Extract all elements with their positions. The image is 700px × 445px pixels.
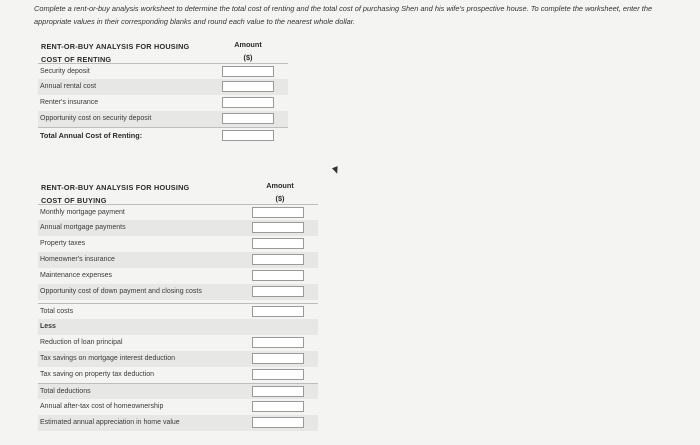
reduction-loan-principal-input[interactable] bbox=[252, 337, 304, 348]
row-homeowners-insurance bbox=[38, 252, 318, 268]
row-security-deposit bbox=[38, 63, 288, 79]
mouse-cursor-icon bbox=[332, 166, 340, 175]
row-label: Total costs bbox=[40, 308, 74, 315]
row-tax-savings-mortgage-interest bbox=[38, 351, 318, 367]
renting-amount-label: Amount bbox=[234, 40, 262, 49]
row-tax-saving-property-tax bbox=[38, 367, 318, 383]
row-label: Reduction of loan principal bbox=[40, 339, 123, 346]
buying-title-line2: COST OF BUYING bbox=[41, 196, 107, 205]
row-label: Tax savings on mortgage interest deduction bbox=[40, 355, 176, 362]
buying-title-line1: RENT-OR-BUY ANALYSIS FOR HOUSING bbox=[41, 183, 190, 192]
row-label: Security deposit bbox=[40, 68, 90, 75]
row-label: Maintenance expenses bbox=[40, 272, 112, 279]
row-label: Estimated annual appreciation in home value bbox=[40, 419, 180, 426]
row-less bbox=[38, 319, 318, 335]
security-deposit-input[interactable] bbox=[222, 66, 274, 77]
row-total-cost-renting bbox=[38, 127, 288, 143]
opportunity-cost-deposit-input[interactable] bbox=[222, 113, 274, 124]
row-property-taxes bbox=[38, 236, 318, 252]
buying-amount-label: Amount bbox=[266, 181, 294, 190]
row-label: Property taxes bbox=[40, 240, 86, 247]
row-annual-after-tax-cost bbox=[38, 399, 318, 415]
tax-savings-mortgage-interest-input[interactable] bbox=[252, 353, 304, 364]
row-label: Homeowner's insurance bbox=[40, 256, 115, 263]
row-label: Less bbox=[40, 323, 56, 330]
annual-rental-cost-input[interactable] bbox=[222, 81, 274, 92]
renting-amount-unit: ($) bbox=[243, 53, 253, 62]
row-label: Total Annual Cost of Renting: bbox=[40, 131, 143, 140]
total-deductions-input[interactable] bbox=[252, 386, 304, 397]
row-label: Tax saving on property tax deduction bbox=[40, 371, 155, 378]
row-monthly-mortgage-payment bbox=[38, 204, 318, 220]
monthly-mortgage-payment-input[interactable] bbox=[252, 207, 304, 218]
homeowners-insurance-input[interactable] bbox=[252, 254, 304, 265]
estimated-annual-appreciation-input[interactable] bbox=[252, 417, 304, 428]
row-reduction-loan-principal bbox=[38, 335, 318, 351]
buying-worksheet bbox=[38, 179, 318, 431]
renting-title-line1: RENT-OR-BUY ANALYSIS FOR HOUSING bbox=[41, 42, 190, 51]
row-label: Annual after-tax cost of homeownership bbox=[40, 403, 164, 410]
row-total-deductions bbox=[38, 383, 318, 399]
row-label: Total deductions bbox=[40, 388, 91, 395]
instructions-text: Complete a rent-or-buy analysis worksheet to determine the total cost of renting and the total cost of purchasing Shen and his wife's prospective house. To complete the worksheet, enter the appropriate values in their corresponding blanks and round each value to the nearest whole dollar. bbox=[34, 4, 653, 26]
buying-amount-header bbox=[256, 179, 304, 205]
row-maintenance-expenses bbox=[38, 268, 318, 284]
opportunity-cost-down-payment-input[interactable] bbox=[252, 286, 304, 297]
tax-saving-property-tax-input[interactable] bbox=[252, 369, 304, 380]
row-label: Annual rental cost bbox=[40, 83, 97, 90]
maintenance-expenses-input[interactable] bbox=[252, 270, 304, 281]
buying-amount-unit: ($) bbox=[275, 194, 285, 203]
row-renters-insurance bbox=[38, 95, 288, 111]
annual-mortgage-payments-input[interactable] bbox=[252, 222, 304, 233]
row-annual-mortgage-payments bbox=[38, 220, 318, 236]
row-label: Renter's insurance bbox=[40, 99, 99, 106]
renting-title-line2: COST OF RENTING bbox=[41, 55, 112, 64]
row-annual-rental-cost bbox=[38, 79, 288, 95]
annual-after-tax-cost-input[interactable] bbox=[252, 401, 304, 412]
renters-insurance-input[interactable] bbox=[222, 97, 274, 108]
total-costs-input[interactable] bbox=[252, 306, 304, 317]
property-taxes-input[interactable] bbox=[252, 238, 304, 249]
renting-amount-header bbox=[228, 38, 268, 64]
buying-header bbox=[38, 179, 318, 204]
renting-worksheet bbox=[38, 38, 288, 143]
row-label: Opportunity cost of down payment and closing costs bbox=[40, 288, 202, 295]
row-opportunity-cost-down-payment bbox=[38, 284, 318, 300]
renting-header bbox=[38, 38, 288, 63]
row-label: Opportunity cost on security deposit bbox=[40, 115, 152, 122]
total-cost-renting-input[interactable] bbox=[222, 130, 274, 141]
row-estimated-annual-appreciation bbox=[38, 415, 318, 431]
row-opportunity-cost-deposit bbox=[38, 111, 288, 127]
row-total-costs bbox=[38, 303, 318, 319]
row-label: Monthly mortgage payment bbox=[40, 209, 125, 216]
row-label: Annual mortgage payments bbox=[40, 224, 126, 231]
